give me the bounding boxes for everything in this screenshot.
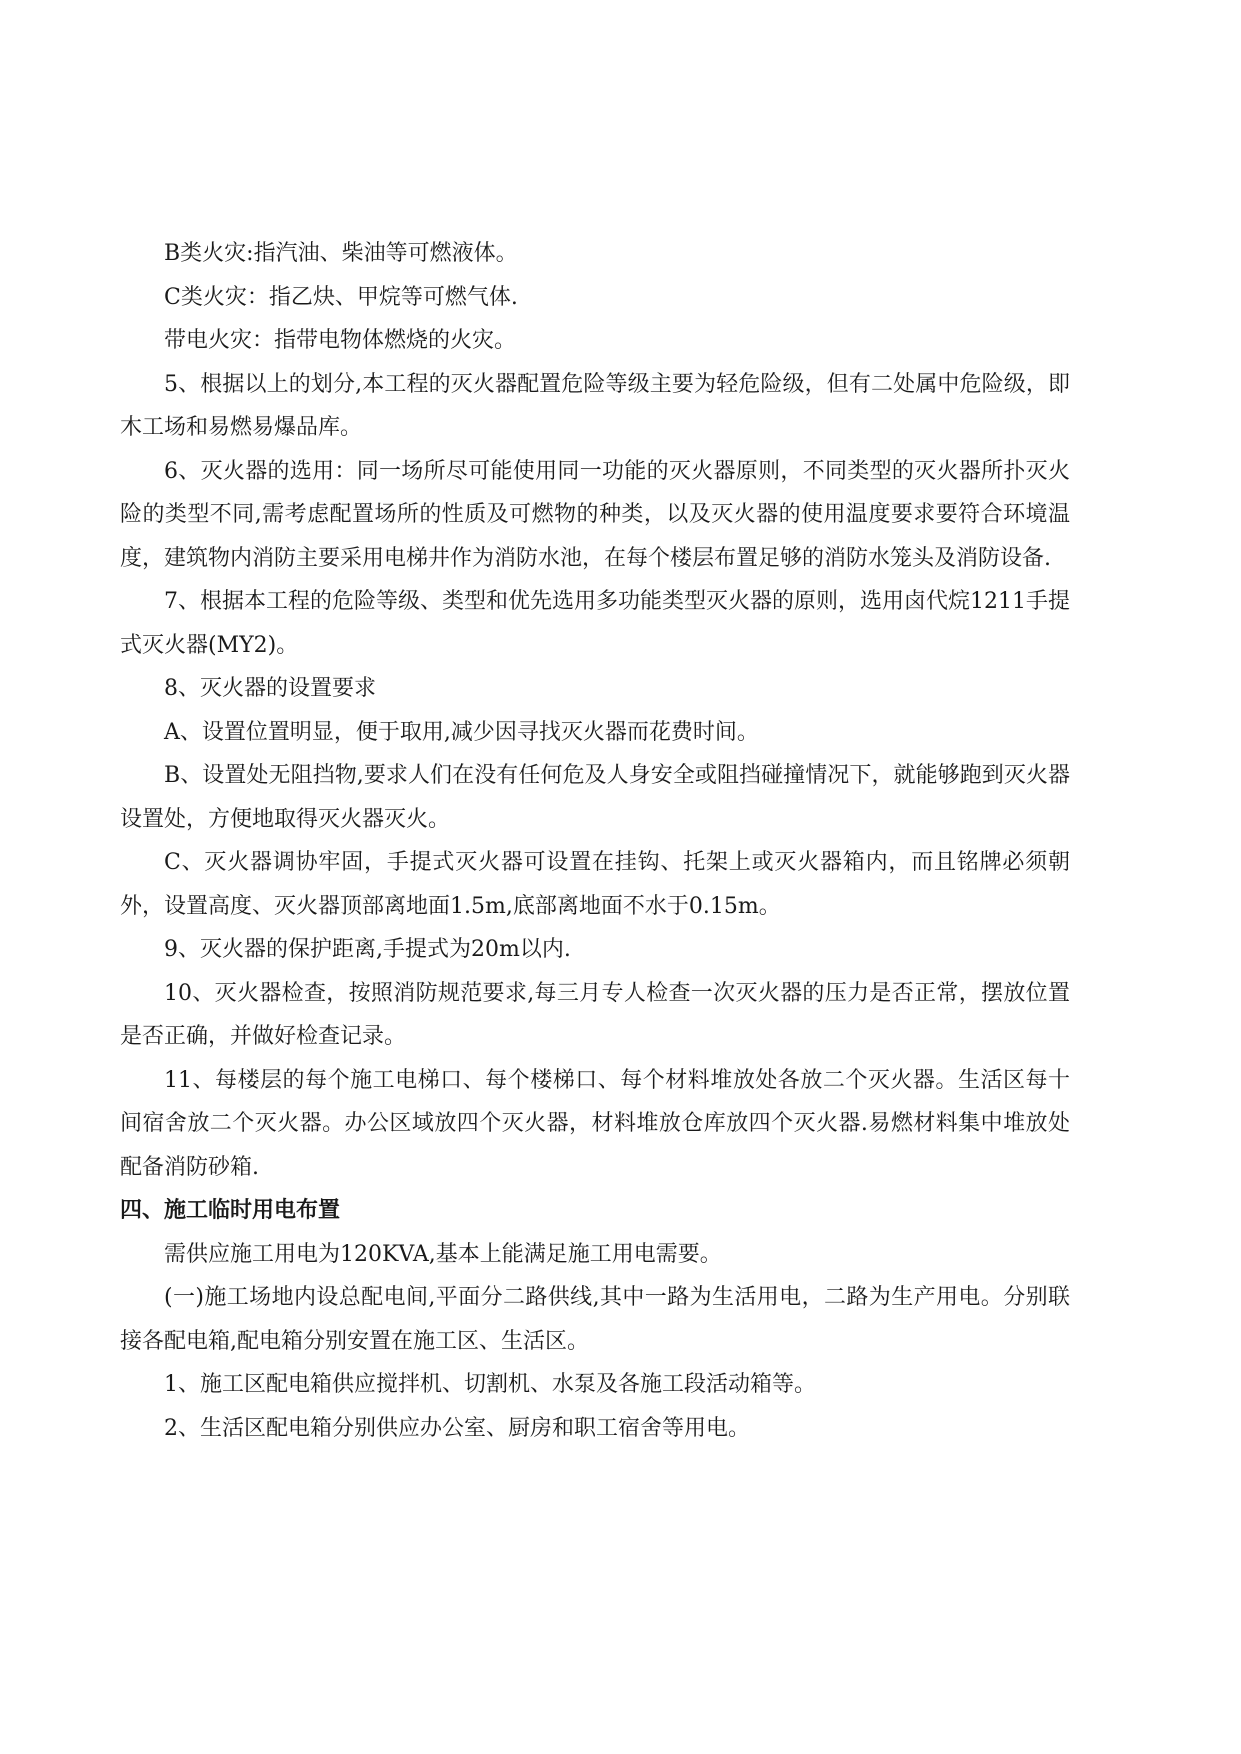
paragraph-electrical-fire: 带电火灾：指带电物体燃烧的火灾。	[164, 328, 517, 353]
paragraph-class-b-fire: B类火灾:指汽油、柴油等可燃液体。	[164, 241, 518, 266]
paragraph-power-item-1: 1、施工区配电箱供应搅拌机、切割机、水泵及各施工段活动箱等。	[164, 1372, 816, 1397]
paragraph-item-9: 9、灭火器的保护距离,手提式为20m以内.	[164, 937, 571, 962]
paragraph-item-10: 10、灭火器检查，按照消防规范要求,每三月专人检查一次灭火器的压力是否正常，摆放位置是否正确，并做好检查记录。	[120, 980, 1070, 1049]
paragraph-item-5: 5、根据以上的划分,本工程的灭火器配置危险等级主要为轻危险级，但有二处属中危险级，即木工场和易燃易爆品库。	[120, 371, 1070, 440]
paragraph-power-item-2: 2、生活区配电箱分别供应办公室、厨房和职工宿舍等用电。	[164, 1415, 750, 1441]
paragraph-item-7: 7、根据本工程的危险等级、类型和优先选用多功能类型灭火器的原则，选用卤代烷1211手提式灭火器(MY2)。	[120, 589, 1070, 658]
paragraph-sub-1: (一)施工场地内设总配电间,平面分二路供线,其中一路为生活用电，二路为生产用电。分别联接各配电箱,配电箱分别安置在施工区、生活区。	[120, 1285, 1070, 1354]
section-heading: 四、施工临时用电布置	[120, 1198, 341, 1223]
document-body	[120, 232, 1070, 1450]
paragraph-item-8a: A、设置位置明显，便于取用,减少因寻找灭火器而花费时间。	[164, 719, 759, 745]
paragraph-item-11: 11、每楼层的每个施工电梯口、每个楼梯口、每个材料堆放处各放二个灭火器。生活区每十间宿舍放二个灭火器。办公区域放四个灭火器，材料堆放仓库放四个灭火器.易燃材料集中堆放处配备消防砂箱.	[120, 1067, 1070, 1180]
paragraph-item-8c: C、灭火器调协牢固，手提式灭火器可设置在挂钩、托架上或灭火器箱内，而且铭牌必须朝外，设置高度、灭火器顶部离地面1.5m,底部离地面不水于0.15m。	[120, 850, 1070, 919]
paragraph-item-8b: B、设置处无阻挡物,要求人们在没有任何危及人身安全或阻挡碰撞情况下，就能够跑到灭火器设置处，方便地取得灭火器灭火。	[120, 763, 1070, 832]
paragraph-item-6: 6、灭火器的选用：同一场所尽可能使用同一功能的灭火器原则，不同类型的灭火器所扑灭火险的类型不同,需考虑配置场所的性质及可燃物的种类，以及灭火器的使用温度要求要符合环境温度，建筑物内消防主要采用电梯井作为消防水池，在每个楼层布置足够的消防水笼头及消防设备.	[120, 458, 1070, 571]
paragraph-item-8: 8、灭火器的设置要求	[164, 676, 376, 701]
paragraph-class-c-fire: C类火灾：指乙炔、甲烷等可燃气体.	[164, 284, 518, 310]
paragraph-power-supply: 需供应施工用电为120KVA,基本上能满足施工用电需要。	[164, 1241, 722, 1267]
